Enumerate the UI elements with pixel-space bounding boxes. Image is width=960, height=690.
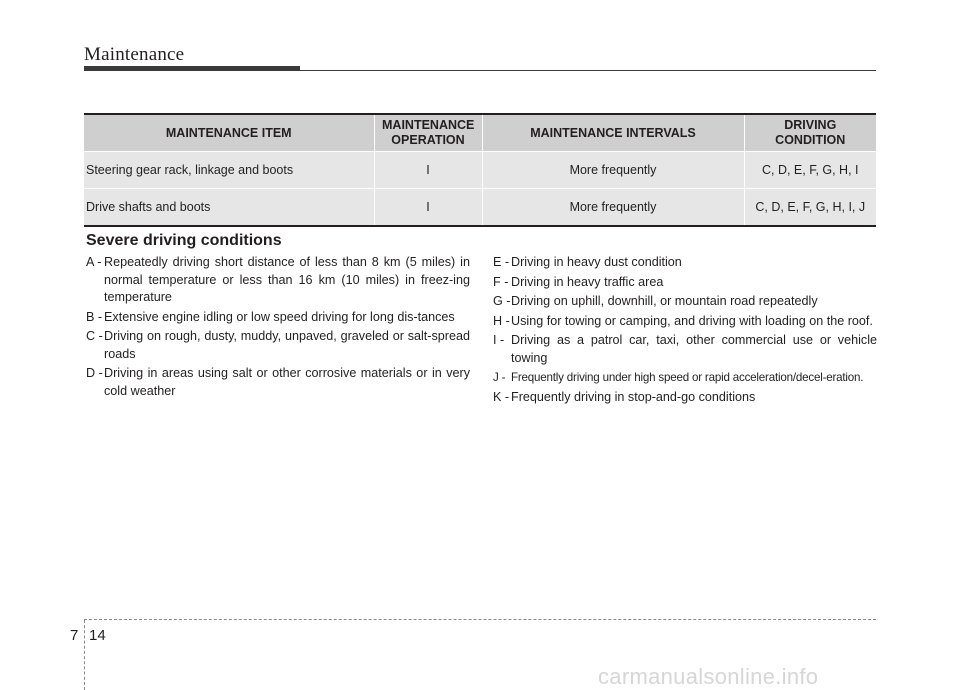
- list-item-key: F -: [493, 274, 509, 289]
- conditions-list-right: [493, 254, 877, 408]
- list-item-text: Driving on rough, dusty, muddy, unpaved, graveled or salt-spread roads: [104, 329, 470, 361]
- list-item: [493, 293, 877, 311]
- cell-interval: More frequently: [482, 189, 744, 227]
- conditions-list-left: [86, 254, 470, 402]
- list-item: [493, 313, 877, 331]
- header-rule: [300, 70, 876, 71]
- table-row: [84, 189, 876, 227]
- cell-operation: I: [374, 189, 482, 227]
- chapter-number: 7: [70, 627, 79, 644]
- column-header-condition: [744, 114, 876, 152]
- list-item: [86, 365, 470, 400]
- list-item-text: Repeatedly driving short distance of less than 8 km (5 miles) in normal temperature or less than 16 km (10 miles) in freez-ing temperature: [104, 255, 470, 304]
- list-item-key: D -: [86, 366, 103, 380]
- maintenance-table: [84, 113, 876, 227]
- column-header-condition-label: DRIVING CONDITION: [775, 118, 846, 147]
- cell-interval: More frequently: [482, 152, 744, 189]
- column-header-item: MAINTENANCE ITEM: [84, 114, 374, 152]
- cell-operation: I: [374, 152, 482, 189]
- page-number: 14: [89, 627, 106, 644]
- list-item: [493, 254, 877, 272]
- list-item: [493, 369, 877, 387]
- table-row: [84, 152, 876, 189]
- list-item: [493, 332, 877, 367]
- list-item-key: G -: [493, 294, 511, 308]
- table-header-row: [84, 114, 876, 152]
- list-item: [86, 309, 470, 327]
- list-item-text: Frequently driving in stop-and-go conditions: [511, 389, 756, 404]
- list-item-text: Driving in heavy dust condition: [511, 255, 682, 269]
- list-item-text: Driving in heavy traffic area: [511, 274, 664, 289]
- list-item-text: Extensive engine idling or low speed driving for long dis-tances: [104, 309, 455, 324]
- footer-rule: [84, 619, 876, 620]
- list-item: [86, 254, 470, 307]
- list-item: [493, 274, 877, 292]
- cell-condition: C, D, E, F, G, H, I, J: [744, 189, 876, 227]
- list-item-key: J -: [493, 371, 506, 384]
- list-item-key: C -: [86, 329, 103, 343]
- list-item-text: Driving on uphill, downhill, or mountain road repeatedly: [511, 294, 818, 308]
- list-item-text: Using for towing or camping, and driving with loading on the roof.: [511, 313, 873, 328]
- header-accent-bar: [84, 66, 300, 71]
- list-item-text: Driving in areas using salt or other corrosive materials or in very cold weather: [104, 366, 470, 398]
- list-item: [493, 389, 877, 407]
- list-item-key: K -: [493, 389, 510, 404]
- list-item-key: A -: [86, 255, 102, 269]
- column-header-operation: [374, 114, 482, 152]
- list-item-text: Frequently driving under high speed or rapid acceleration/decel-eration.: [511, 371, 864, 384]
- section-title: Severe driving conditions: [86, 232, 282, 249]
- footer-divider: [84, 620, 85, 690]
- list-item-text: Driving as a patrol car, taxi, other commercial use or vehicle towing: [511, 333, 877, 365]
- list-item: [86, 328, 470, 363]
- cell-item: Steering gear rack, linkage and boots: [84, 152, 374, 189]
- list-item-key: I -: [493, 333, 505, 347]
- cell-condition: C, D, E, F, G, H, I: [744, 152, 876, 189]
- list-item-key: E -: [493, 255, 510, 269]
- page-header-title: Maintenance: [84, 44, 185, 65]
- list-item-key: B -: [86, 309, 103, 324]
- column-header-intervals: MAINTENANCE INTERVALS: [482, 114, 744, 152]
- column-header-operation-label: MAINTENANCE OPERATION: [382, 118, 475, 147]
- cell-item: Drive shafts and boots: [84, 189, 374, 227]
- list-item-key: H -: [493, 313, 510, 328]
- watermark: carmanualsonline.info: [598, 664, 819, 689]
